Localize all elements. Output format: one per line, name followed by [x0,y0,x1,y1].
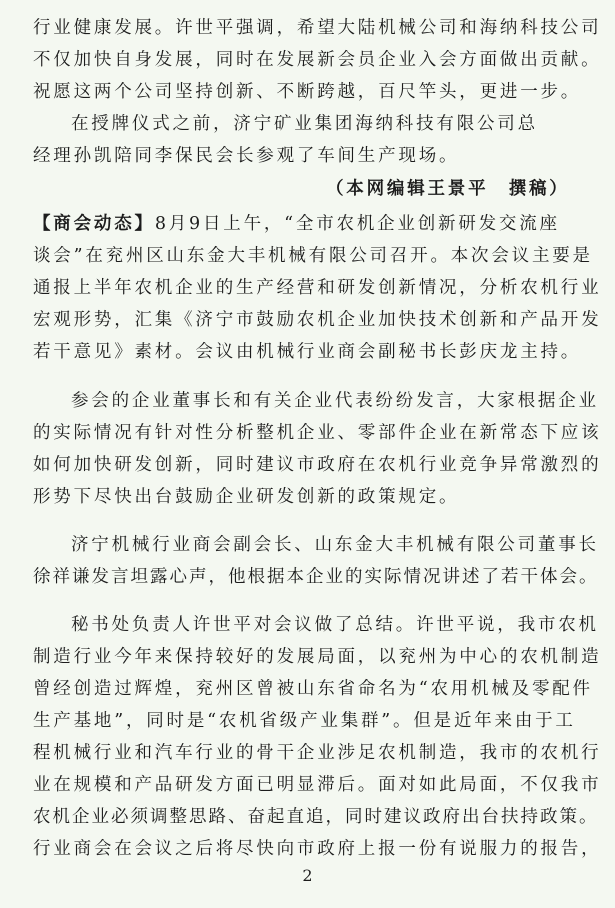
text-line: 秘书处负责人许世平对会议做了总结。许世平说，我市农机 [71,615,599,635]
editor-credit: （本网编辑王景平 撰稿） [326,179,570,199]
text-line: 祝愿这两个公司坚持创新、不断跨越，百尺竿头，更进一步。 [33,82,582,102]
text-line: 制造行业今年来保持较好的发展局面，以兖州为中心的农机制造 [33,647,602,667]
section-tag: 【商会动态】 [33,214,155,234]
text-line: 曾经创造过辉煌，兖州区曾被山东省命名为“农用机械及零配件 [33,679,593,699]
text-line: 生产基地”，同时是“农机省级产业集群”。但是近年来由于工 [33,711,576,731]
text-line: 在授牌仪式之前，济宁矿业集团海纳科技有限公司总 [71,114,538,134]
text-line: 若干意见》素材。会议由机械行业商会副秘书长彭庆龙主持。 [33,342,582,362]
text-line: 如何加快研发创新，同时建议市政府在农机行业竞争异常激烈的 [33,455,602,475]
text-line: 谈会”在兖州区山东金大丰机械有限公司召开。本次会议主要是 [33,246,593,266]
text-line: 行业商会在会议之后将尽快向市政府上报一份有说服力的报告， [33,839,602,859]
text-line: 济宁机械行业商会副会长、山东金大丰机械有限公司董事长 [71,535,599,555]
text-line: 通报上半年农机企业的生产经营和研发创新情况，分析农机行业 [33,278,602,298]
text-line [33,212,560,236]
text-line: 业在规模和产品研发方面已明显滞后。面对如此局面，不仅我市 [33,775,602,795]
text-line: 徐祥谦发言坦露心声，他根据本企业的实际情况讲述了若干体会。 [33,567,599,587]
page-number: 2 [302,866,313,885]
text-line: 不仅加快自身发展，同时在发展新会员企业入会方面做出贡献。 [33,50,602,70]
text-line: 程机械行业和汽车行业的骨干企业涉足农机制造，我市的农机行 [33,743,602,763]
text-line: 农机企业必须调整思路、奋起直追，同时建议政府出台扶持政策。 [33,807,599,827]
text-line: 行业健康发展。许世平强调，希望大陆机械公司和海纳科技公司 [33,18,602,38]
text-line: 参会的企业董事长和有关企业代表纷纷发言，大家根据企业 [71,391,599,411]
text-line: 宏观形势，汇集《济宁市鼓励农机企业加快技术创新和产品开发 [33,310,602,330]
text-line: 经理孙凯陪同李保民会长参观了车间生产现场。 [33,146,460,166]
text-line: 形势下尽快出台鼓励企业研发创新的政策规定。 [33,487,460,507]
text-line-rest: 8月9日上午，“全市农机企业创新研发交流座 [154,214,560,234]
text-line: 的实际情况有针对性分析整机企业、零部件企业在新常态下应该 [33,423,602,443]
